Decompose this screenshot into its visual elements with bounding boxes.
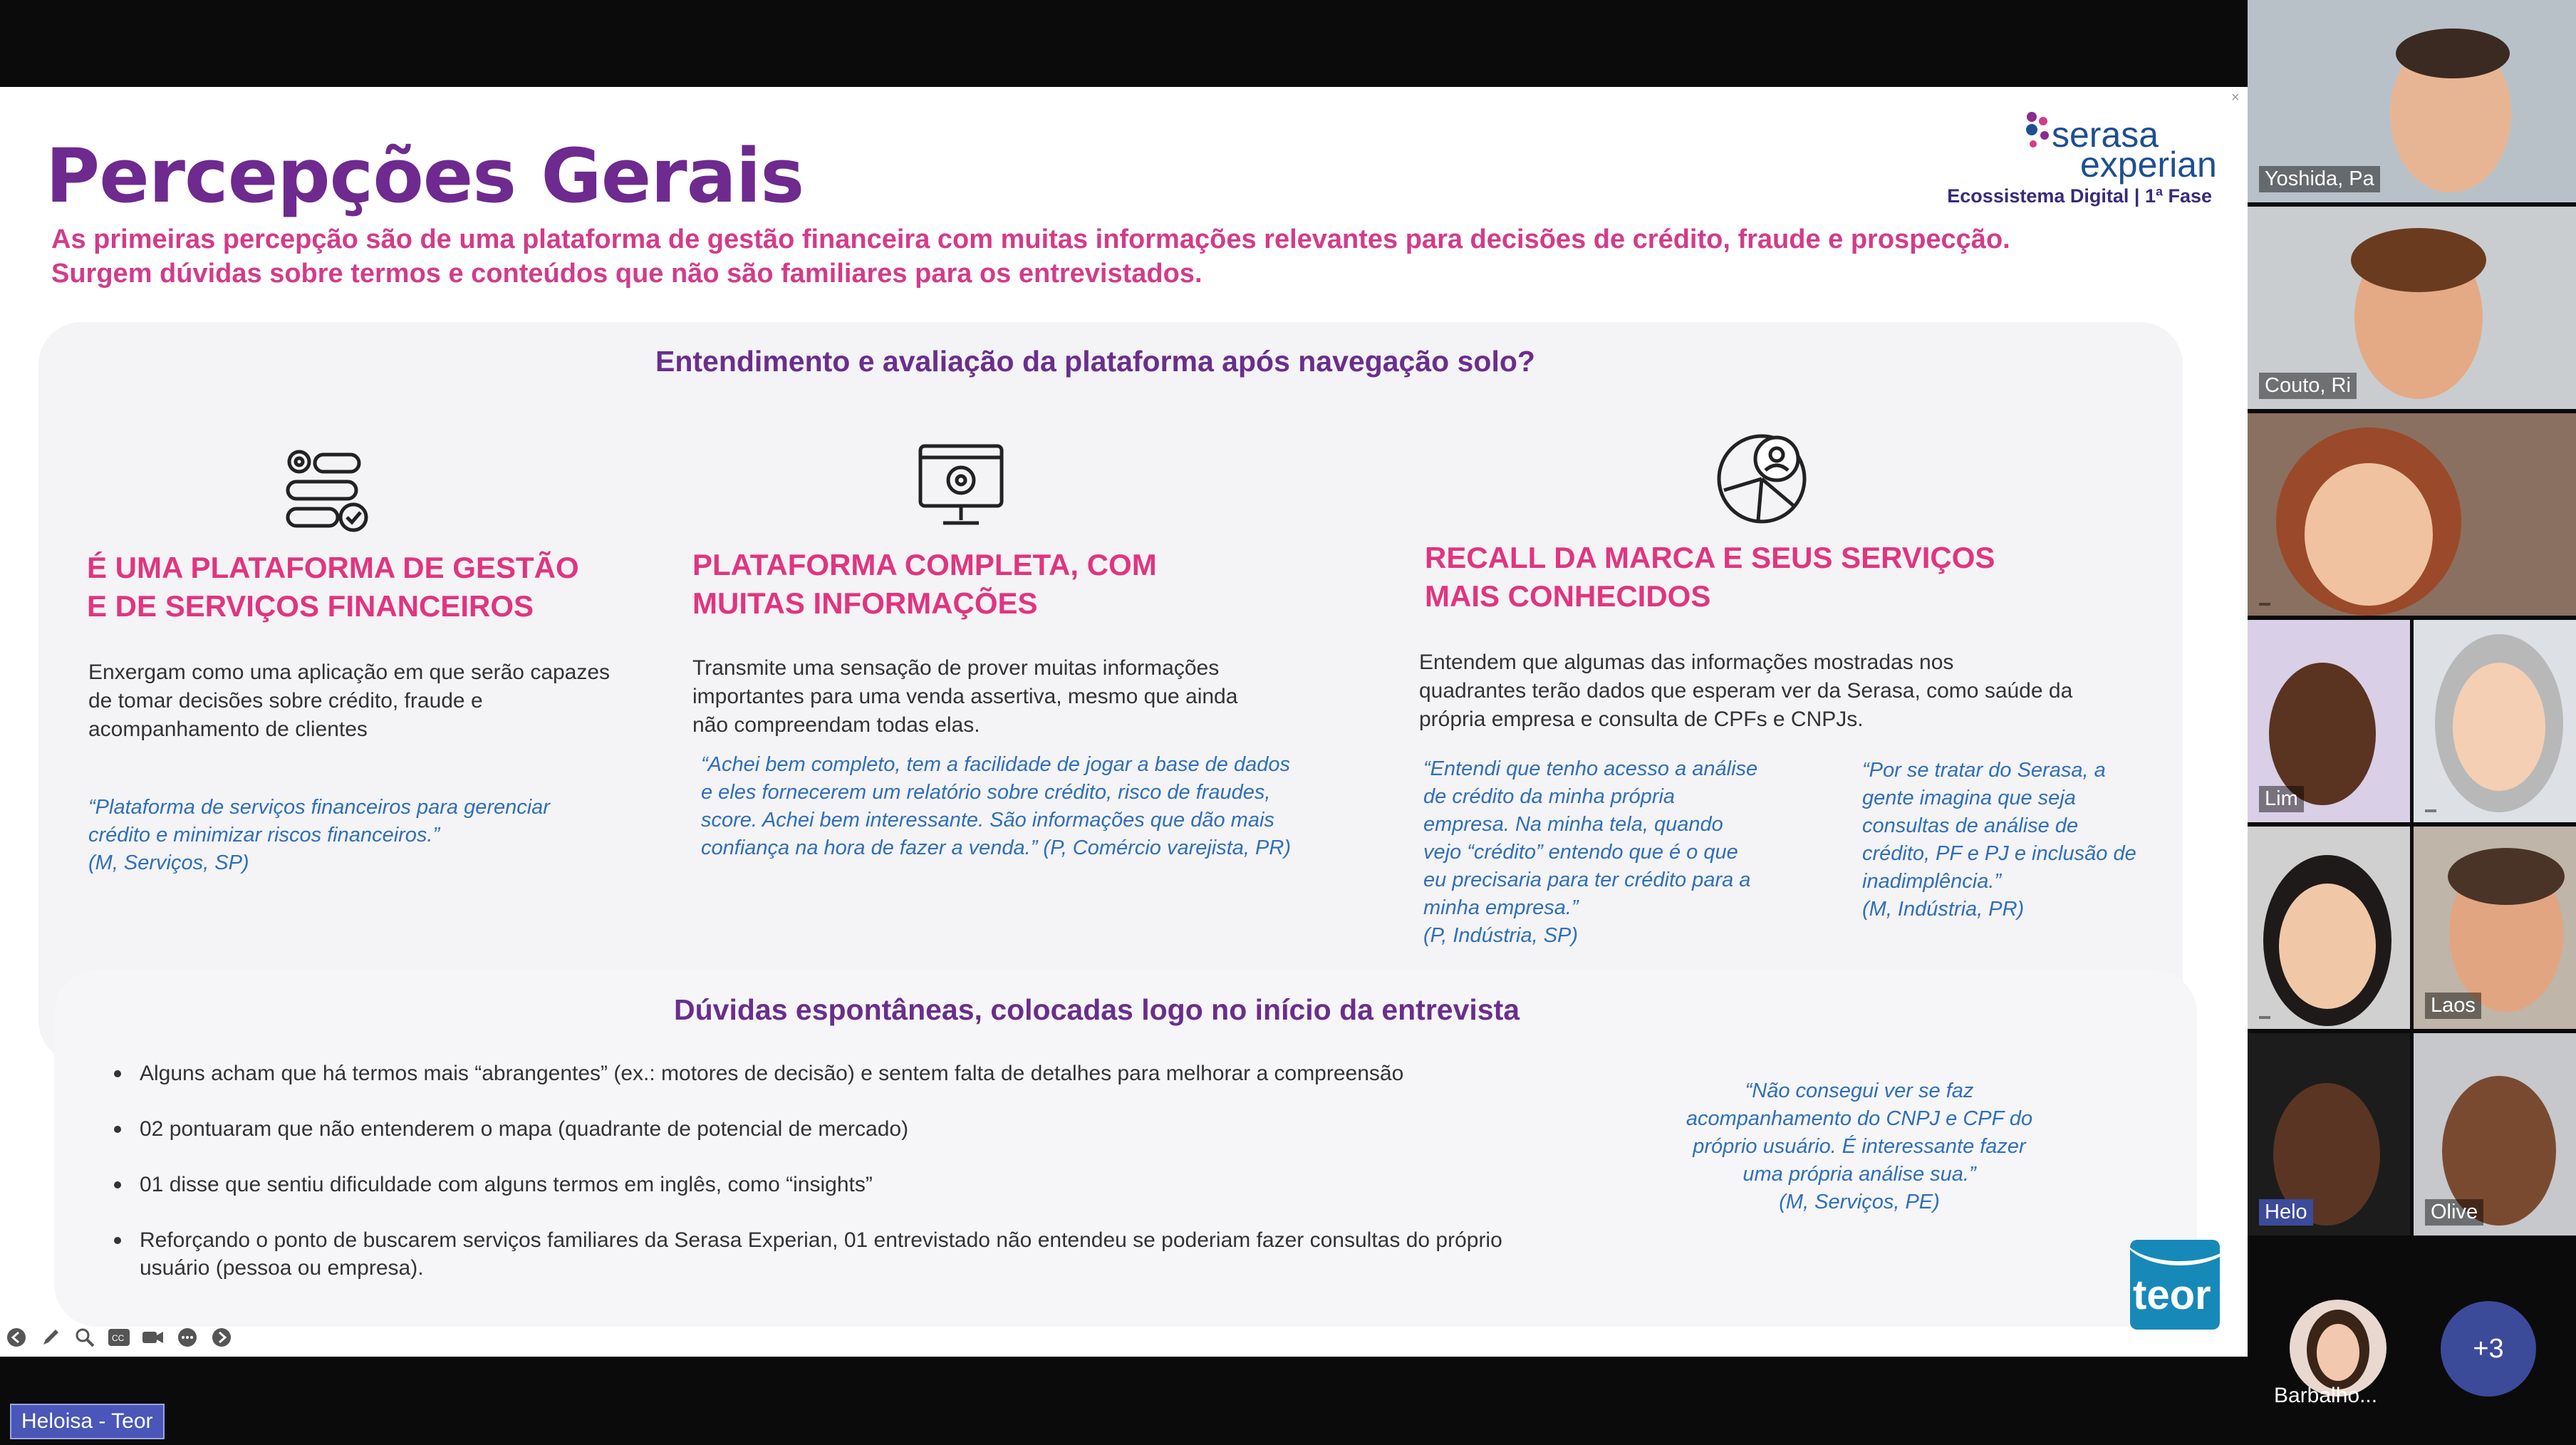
avatar[interactable] — [2290, 1300, 2387, 1397]
quote-line: score. Achei bem interessante. São informações que dão mais — [701, 809, 1274, 832]
avatar — [2305, 463, 2433, 606]
workflow-gears-icon — [279, 442, 376, 534]
quote-line: “Por se tratar do Serasa, a — [1862, 759, 2106, 782]
quote-line: de crédito da minha própria — [1423, 785, 1676, 808]
participant-tile[interactable] — [2248, 620, 2410, 822]
list-item — [114, 1115, 1681, 1143]
bullet-line: 01 disse que sentiu dificuldade com alguns termos em inglês, como “insights” — [140, 1173, 873, 1196]
participant-tile[interactable] — [2414, 827, 2576, 1029]
participant-name: Helo — [2259, 1199, 2313, 1226]
bullet-line: Reforçando o ponto de buscarem serviços familiares da Serasa Experian, 01 entrevistado não entendeu se poderiam fazer consultas do próprio — [140, 1228, 1502, 1252]
column-title-brand-recall — [1425, 539, 1995, 616]
avatar — [2453, 663, 2545, 791]
bullet-line: 02 pontuaram que não entenderem o mapa (quadrante de potencial de mercado) — [140, 1117, 909, 1141]
participant-name — [2259, 603, 2270, 606]
participant-tile[interactable] — [2248, 0, 2576, 202]
quote-line: “Plataforma de serviços financeiros para gerenciar — [88, 796, 550, 819]
avatar — [2279, 884, 2376, 1009]
quote-line: “Não consegui ver se faz — [1745, 1079, 1974, 1102]
title-line: É UMA PLATAFORMA DE GESTÃO — [87, 551, 579, 584]
column-title-management — [87, 549, 579, 626]
avatar-hair — [2396, 29, 2510, 78]
pen-icon[interactable] — [37, 1324, 64, 1351]
avatar — [2269, 663, 2376, 805]
avatar-hair — [2351, 228, 2486, 292]
subtitle-line: As primeiras percepção são de uma plataforma de gestão financeira com muitas informações relevantes para decisões de crédito, fraude e prospecção. — [51, 224, 2010, 254]
quote-line: consultas de análise de — [1862, 814, 2079, 837]
quote-complete-platform — [701, 751, 1291, 862]
avatar-hair — [2448, 848, 2565, 905]
quote-line: minha empresa.” — [1423, 896, 1579, 919]
list-item — [114, 1060, 1681, 1087]
self-view-label: Heloisa - Teor — [10, 1404, 165, 1439]
quote-line: (M, Serviços, SP) — [88, 851, 249, 874]
participants-panel — [2248, 0, 2576, 1445]
quote-line: empresa. Na minha tela, quando — [1423, 813, 1723, 836]
body-line: Transmite uma sensação de prover muitas informações — [692, 656, 1220, 680]
body-line: Enxergam como uma aplicação em que serão capazes — [88, 661, 611, 684]
quote-line: inadimplência.” — [1862, 870, 2002, 893]
participant-name: Olive — [2425, 1199, 2483, 1226]
close-icon[interactable]: × — [2231, 90, 2240, 105]
subtitle-line: Surgem dúvidas sobre termos e conteúdos que não são familiares para os entrevistados. — [51, 259, 1203, 289]
title-line: MAIS CONHECIDOS — [1425, 579, 1711, 613]
bullet-line: usuário (pessoa ou empresa). — [140, 1256, 424, 1280]
participant-tile[interactable] — [2248, 1033, 2410, 1236]
teor-logo-text: teor — [2133, 1272, 2211, 1318]
quote-line: (M, Serviços, PE) — [1779, 1191, 1940, 1213]
title-line: MUITAS INFORMAÇÕES — [692, 586, 1038, 620]
quote-management — [88, 794, 550, 877]
captions-icon[interactable] — [105, 1324, 133, 1351]
column-title-complete-platform — [692, 546, 1157, 623]
experian-logo-text: experian — [2080, 145, 2217, 185]
video-icon[interactable] — [140, 1324, 167, 1351]
ecosystem-label: Ecossistema Digital | 1ª Fase — [1947, 185, 2212, 207]
quote-line: (P, Indústria, SP) — [1423, 924, 1579, 947]
body-line: Entendem que algumas das informações mostradas nos — [1419, 651, 1954, 674]
quote-line: gente imagina que seja — [1862, 787, 2076, 809]
participant-name: Couto, Ri — [2259, 373, 2357, 399]
column-body-complete-platform — [692, 654, 1237, 740]
body-line: própria empresa e consulta de CPFs e CNPJs. — [1419, 708, 1864, 731]
title-line: PLATAFORMA COMPLETA, COM — [692, 548, 1157, 581]
quote-line: vejo “crédito” entendo que é o que — [1423, 841, 1738, 864]
participant-name: Laos — [2425, 993, 2481, 1019]
participant-tile[interactable] — [2248, 413, 2576, 616]
quote-line: acompanhamento do CNPJ e CPF do — [1686, 1107, 2033, 1130]
body-line: não compreendam todas elas. — [692, 713, 980, 737]
quote-line: confiança na hora de fazer a venda.” (P, Comércio varejista, PR) — [701, 837, 1291, 859]
teor-logo — [2130, 1240, 2220, 1330]
participant-name — [2425, 809, 2436, 812]
more-icon[interactable] — [174, 1324, 201, 1351]
body-line: importantes para uma venda assertiva, mesmo que ainda — [692, 685, 1238, 708]
monitor-settings-icon — [915, 440, 1007, 533]
slide-toolbar — [3, 1324, 235, 1351]
participant-name — [2259, 1016, 2270, 1019]
quote-line: “Achei bem completo, tem a facilidade de jogar a base de dados — [701, 753, 1290, 776]
column-body-brand-recall — [1419, 648, 2072, 734]
column-body-management — [88, 658, 610, 744]
slide-subtitle — [51, 222, 2117, 291]
quote-line: crédito e minimizar riscos financeiros.” — [88, 824, 440, 846]
body-line: quadrantes terão dados que esperam ver da Serasa, como saúde da — [1419, 679, 2073, 703]
svg-text:CC: CC — [112, 1333, 125, 1343]
quote-doubts — [1660, 1077, 2059, 1216]
participant-tile[interactable] — [2414, 1033, 2576, 1236]
bullet-line: Alguns acham que há termos mais “abrangentes” (ex.: motores de decisão) e sentem falta de detalhes para melhorar a compreensão — [140, 1062, 1404, 1085]
participant-tile[interactable] — [2248, 827, 2410, 1029]
presentation-slide — [0, 87, 2248, 1357]
next-icon[interactable] — [208, 1324, 235, 1351]
section-heading-doubts: Dúvidas espontâneas, colocadas logo no início da entrevista — [674, 993, 1520, 1026]
participant-name: Yoshida, Pa — [2259, 166, 2380, 192]
body-line: de tomar decisões sobre crédito, fraude e — [88, 689, 483, 713]
participant-name: Lim — [2259, 786, 2304, 812]
body-line: acompanhamento de clientes — [88, 718, 368, 741]
quote-line: uma própria análise sua.” — [1743, 1163, 1976, 1186]
section-heading-understanding: Entendimento e avaliação da plataforma após navegação solo? — [655, 345, 1535, 378]
quote-line: (M, Indústria, PR) — [1862, 898, 2025, 921]
quote-line: “Entendi que tenho acesso a análise — [1423, 757, 1758, 780]
title-line: E DE SERVIÇOS FINANCEIROS — [87, 589, 534, 623]
list-item — [114, 1226, 1681, 1282]
quote-line: crédito, PF e PJ e inclusão de — [1862, 842, 2136, 865]
participant-name: Barbalho... — [2274, 1384, 2378, 1407]
serasa-logo-text: serasa — [2052, 115, 2159, 155]
quote-brand-recall-a — [1423, 755, 1757, 950]
user-chart-icon — [1715, 428, 1815, 527]
quote-brand-recall-b — [1862, 757, 2136, 923]
quote-line: e eles fornecerem um relatório sobre crédito, risco de fraudes, — [701, 781, 1271, 804]
title-line: RECALL DA MARCA E SEUS SERVIÇOS — [1425, 541, 1995, 574]
list-item — [114, 1171, 1681, 1198]
quote-line: eu precisaria para ter crédito para a — [1423, 869, 1751, 891]
more-participants-button[interactable]: +3 — [2441, 1301, 2536, 1397]
participant-tile[interactable] — [2414, 620, 2576, 822]
participant-tile[interactable] — [2248, 207, 2576, 409]
zoom-icon[interactable] — [71, 1324, 98, 1351]
slide-title: Percepções Gerais — [46, 133, 804, 219]
quote-line: próprio usuário. É interessante fazer — [1693, 1135, 2026, 1158]
previous-icon[interactable] — [3, 1324, 30, 1351]
doubts-list — [114, 1060, 1681, 1310]
